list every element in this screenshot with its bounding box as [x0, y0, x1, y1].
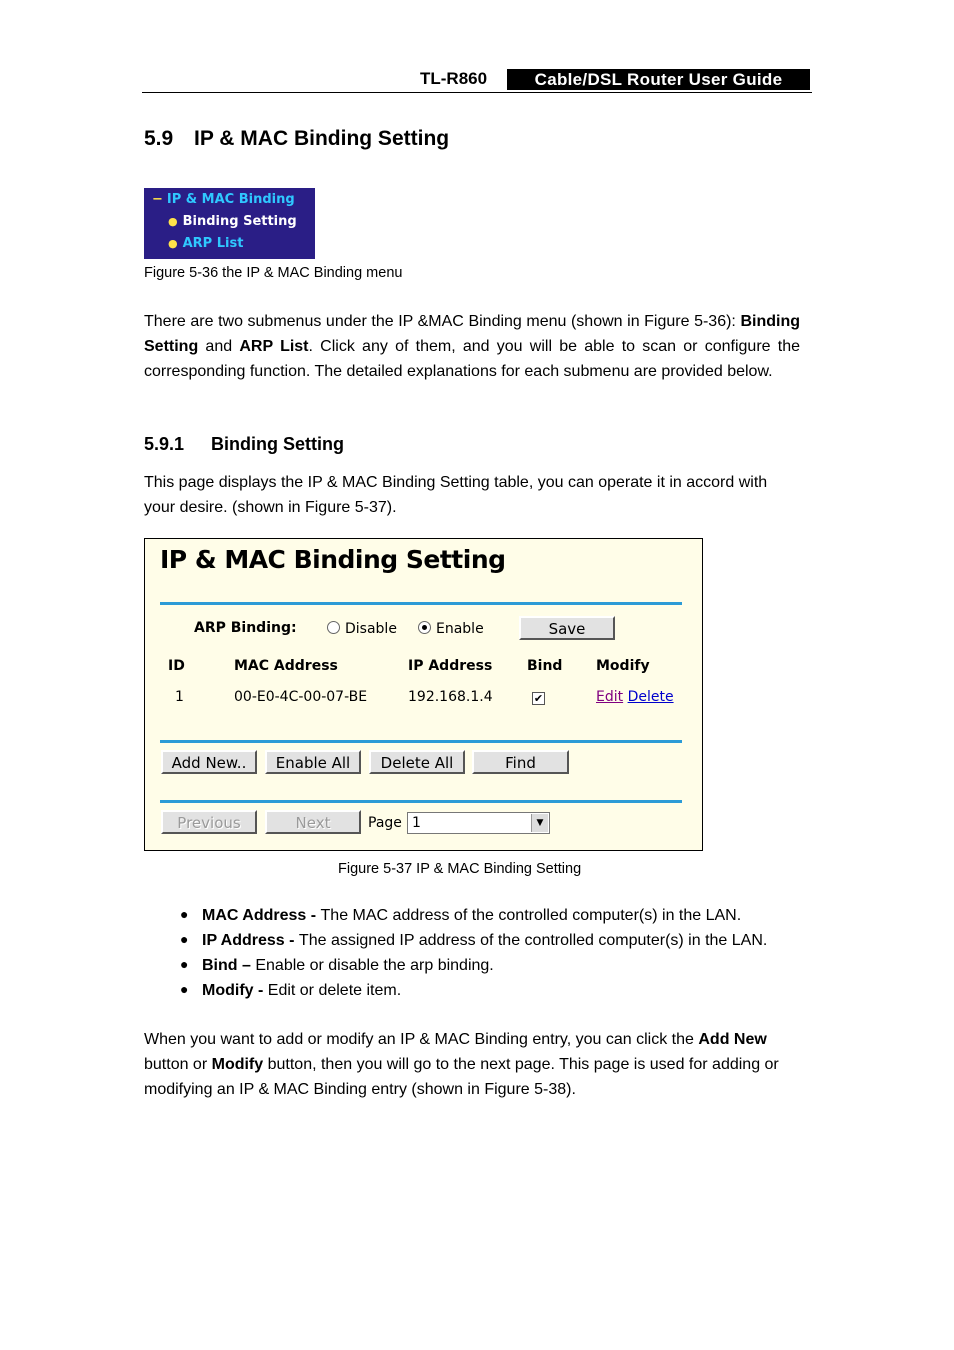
binding-menu	[144, 188, 315, 259]
radio-enable[interactable]	[418, 621, 431, 634]
delete-all-button[interactable]: Delete All	[369, 750, 465, 774]
divider	[160, 740, 682, 743]
menu-item-arp-list[interactable]: ● ARP List	[168, 236, 244, 251]
page-select[interactable]: 1 ▼	[407, 812, 550, 834]
col-mac-address: MAC Address	[234, 658, 338, 674]
subsection-paragraph: This page displays the IP & MAC Binding Setting table, you can operate it in accord with your desire. (shown in Figure 5-37).	[144, 474, 768, 516]
arp-enable-option[interactable]: Enable	[418, 621, 484, 637]
binding-setting-figure	[144, 538, 703, 851]
save-button[interactable]: Save	[519, 616, 615, 640]
figure-title: IP & MAC Binding Setting	[160, 545, 506, 574]
section-title: IP & MAC Binding Setting	[194, 127, 450, 150]
divider	[160, 602, 682, 605]
row-mac: 00-E0-4C-00-07-BE	[234, 689, 368, 705]
find-button[interactable]: Find	[472, 750, 569, 774]
col-id: ID	[168, 658, 185, 674]
row-id: 1	[175, 689, 184, 705]
header-model: TL-R860	[420, 69, 488, 88]
menu-item-ip-mac-binding[interactable]: − IP & MAC Binding	[152, 192, 295, 207]
bullet-icon: ●	[180, 906, 189, 922]
section-heading	[144, 127, 449, 151]
bullet-icon: ●	[168, 215, 178, 228]
row-modify	[596, 689, 674, 705]
edit-link[interactable]: Edit	[596, 689, 624, 705]
divider	[160, 800, 682, 803]
col-modify: Modify	[596, 658, 650, 674]
arp-disable-option[interactable]: Disable	[327, 621, 397, 637]
subsection-heading	[144, 434, 344, 455]
subsection-number: 5.9.1	[144, 434, 185, 454]
bullet-icon: ●	[180, 956, 189, 972]
outro-paragraph: When you want to add or modify an IP & MAC Binding entry, you can click the Add New button or Modify button, then you will go to the next page. This page is used for adding or modifying an IP & MAC Binding entry (shown in Figure 5-38).	[144, 1031, 779, 1098]
bullet-icon: ●	[168, 237, 178, 250]
row-ip: 192.168.1.4	[408, 689, 493, 705]
col-ip-address: IP Address	[408, 658, 493, 674]
subsection-title: Binding Setting	[211, 434, 344, 454]
previous-button[interactable]: Previous	[161, 810, 257, 834]
enable-all-button[interactable]: Enable All	[265, 750, 361, 774]
bullet-icon: ●	[180, 981, 189, 997]
col-bind: Bind	[527, 658, 563, 674]
chevron-down-icon[interactable]: ▼	[531, 814, 548, 832]
figure-caption-5-37: Figure 5-37 IP & MAC Binding Setting	[338, 861, 582, 877]
menu-item-binding-setting[interactable]: ● Binding Setting	[168, 214, 297, 229]
bullet-icon: ●	[180, 931, 189, 947]
delete-link[interactable]: Delete	[627, 689, 674, 705]
arp-binding-label: ARP Binding:	[194, 620, 297, 636]
intro-paragraph: There are two submenus under the IP &MAC Binding menu (shown in Figure 5-36): Binding Setting and ARP List. Click any of them, and you will be able to scan or configure the corresponding function. The detailed explanations for each submenu are provided below.	[144, 313, 800, 380]
header-rule	[142, 92, 812, 93]
next-button[interactable]: Next	[265, 810, 361, 834]
section-number: 5.9	[144, 127, 174, 150]
radio-disable[interactable]	[327, 621, 340, 634]
collapse-icon: −	[152, 192, 163, 207]
figure-caption-5-36: Figure 5-36 the IP & MAC Binding menu	[144, 265, 403, 281]
header-guide-title: Cable/DSL Router User Guide	[507, 69, 810, 90]
add-new-button[interactable]: Add New..	[161, 750, 257, 774]
page-label: Page	[368, 815, 402, 831]
row-bind-checkbox[interactable]: ✔	[533, 692, 544, 705]
